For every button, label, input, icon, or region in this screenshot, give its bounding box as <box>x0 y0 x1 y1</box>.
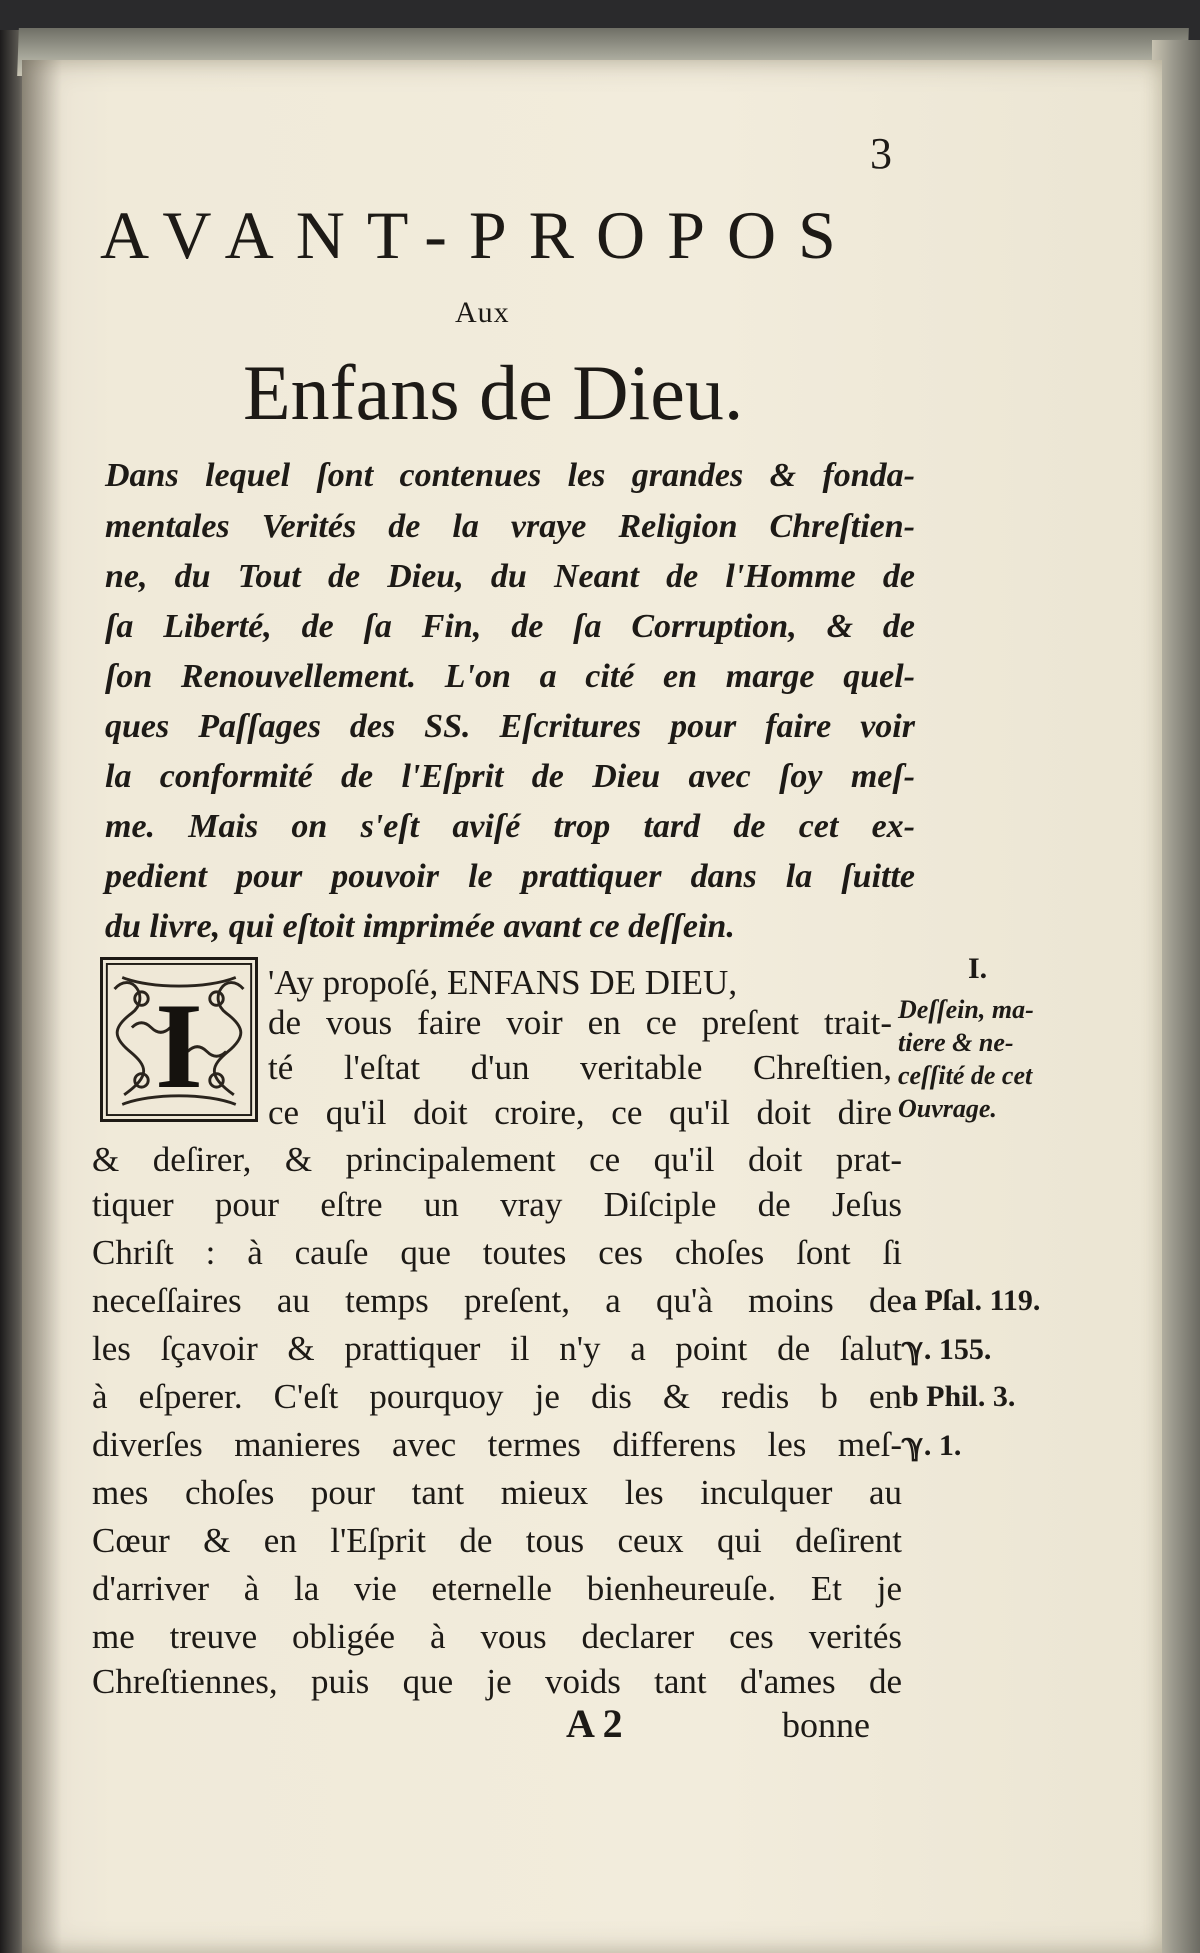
intro-line: du livre, qui eſtoit imprimée avant ce deſſein. <box>105 908 735 945</box>
drop-cap <box>100 957 258 1122</box>
catchword: bonne <box>782 1705 870 1745</box>
margin-ref-a: a Pſal. 119. <box>902 1284 1041 1317</box>
intro-line: ſon Renouvellement. L'on a cité en marge quel- <box>105 658 915 695</box>
intro-line: ques Paſſages des SS. Eſcritures pour faire voir <box>105 708 915 745</box>
body-line: ce qu'il doit croire, ce qu'il doit dire <box>268 1093 892 1132</box>
body-line: neceſſaires au temps preſent, a qu'à moins de <box>92 1281 902 1320</box>
signature-mark: A 2 <box>566 1701 623 1746</box>
margin-ref-b: b Phil. 3. <box>902 1380 1016 1413</box>
page-number: 3 <box>870 129 892 178</box>
body-line: d'arriver à la vie eternelle bienheureuſe. Et je <box>92 1569 902 1608</box>
page-title: AVANT-PROPOS <box>100 197 858 273</box>
body-line: Cœur & en l'Eſprit de tous ceux qui deſirent <box>92 1521 902 1560</box>
drop-cap-letter: I <box>155 977 203 1115</box>
margin-note-line: tiere & ne- <box>898 1028 1014 1057</box>
ornamental-initial-icon <box>103 960 255 1119</box>
margin-note-line: ceſſité de cet <box>898 1061 1033 1090</box>
body-line: diverſes manieres avec termes differens les meſ- <box>92 1425 902 1464</box>
subtitle-large: Enfans de Dieu. <box>243 349 744 436</box>
gutter-shadow <box>22 60 62 1953</box>
body-line: à eſperer. C'eſt pourquoy je dis & redis b en <box>92 1377 902 1416</box>
intro-line: ſa Liberté, de ſa Fin, de ſa Corruption, & de <box>105 608 915 645</box>
intro-line: ne, du Tout de Dieu, du Neant de l'Homme de <box>105 558 915 595</box>
body-line: de vous faire voir en ce preſent trait- <box>268 1003 892 1042</box>
intro-line: me. Mais on s'eſt aviſé trop tard de cet ex- <box>105 808 915 845</box>
body-line: tiquer pour eſtre un vray Diſciple de Jeſus <box>92 1185 902 1224</box>
body-line: & deſirer, & principalement ce qu'il doit prat- <box>92 1140 902 1179</box>
body-line: 'Ay propoſé, ENFANS DE DIEU, <box>268 963 738 1002</box>
body-line: Chriſt : à cauſe que toutes ces choſes ſont ſi <box>92 1233 902 1272</box>
body-line: les ſçavoir & prattiquer il n'y a point de ſalut <box>92 1329 902 1368</box>
body-line: mes choſes pour tant mieux les inculquer au <box>92 1473 902 1512</box>
body-line: me treuve obligée à vous declarer ces verités <box>92 1617 902 1656</box>
margin-ref-a-verse: ℽ. 155. <box>902 1333 992 1366</box>
intro-line: la conformité de l'Eſprit de Dieu avec ſoy meſ- <box>105 758 915 795</box>
intro-line: mentales Verités de la vraye Religion Chreſtien- <box>105 508 915 545</box>
intro-line: pedient pour pouvoir le prattiquer dans la ſuitte <box>105 858 915 895</box>
margin-ref-b-verse: ℽ. 1. <box>902 1429 962 1462</box>
body-line: té l'eſtat d'un veritable Chreſtien, <box>268 1048 892 1087</box>
margin-note-line: Deſſein, ma- <box>898 995 1034 1024</box>
intro-line: Dans lequel ſont contenues les grandes & fonda- <box>105 457 915 494</box>
margin-note-line: Ouvrage. <box>898 1094 997 1123</box>
body-line: Chreſtiennes, puis que je voids tant d'ames de <box>92 1662 902 1701</box>
subtitle-small: Aux <box>455 296 510 329</box>
margin-section-number: I. <box>968 952 988 985</box>
